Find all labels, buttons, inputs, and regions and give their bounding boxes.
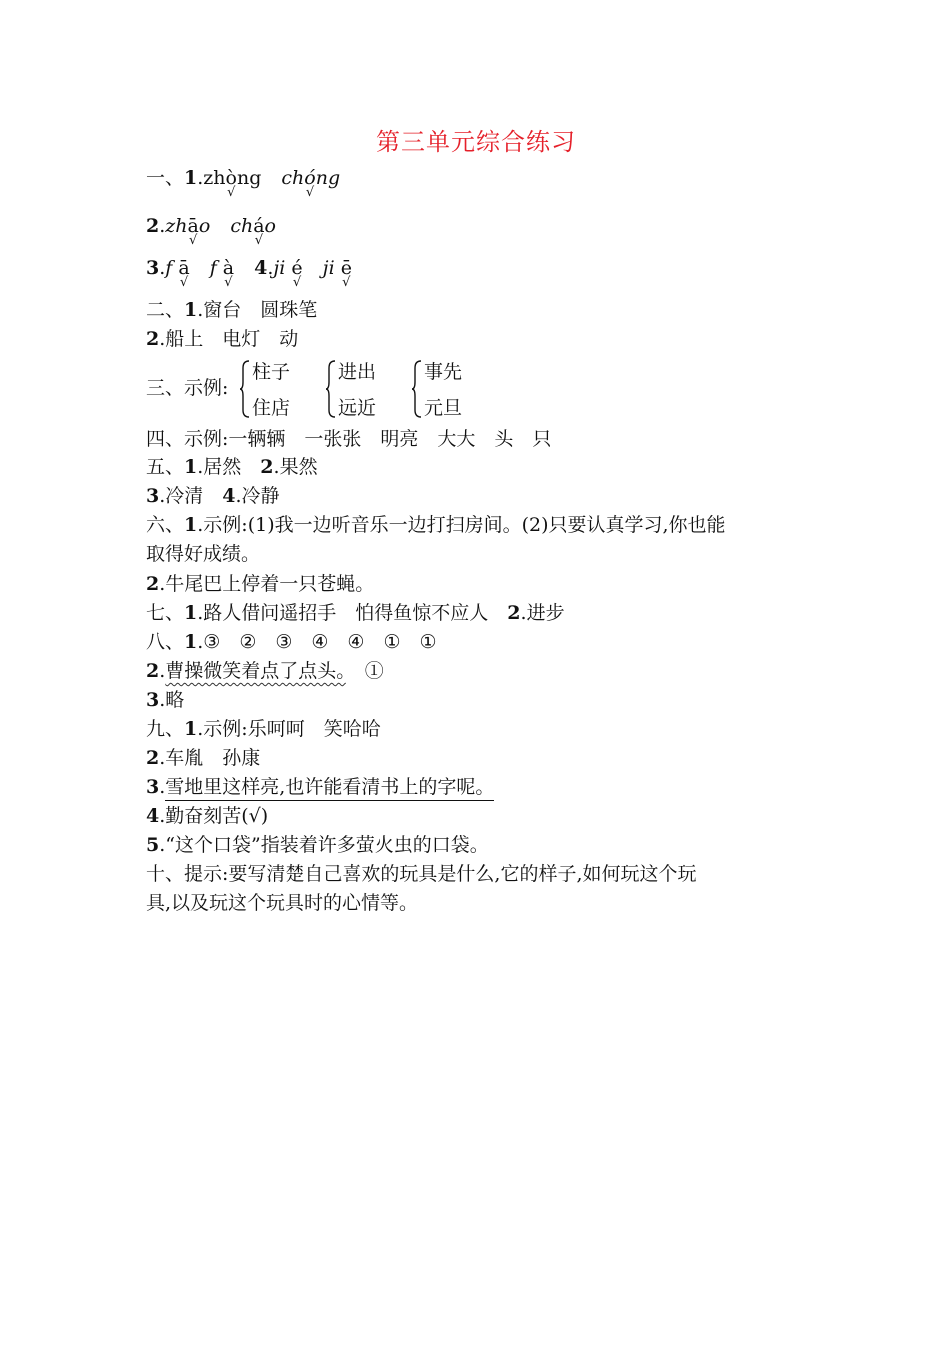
pinyin-line-2: 2.zhā √ o chá √ o bbox=[146, 215, 276, 248]
word-group-3: 事先 元旦 bbox=[412, 360, 502, 420]
check-mark: √ bbox=[189, 233, 198, 248]
section-9-line-5: 5.“这个口袋”指装着许多萤火虫的口袋。 bbox=[146, 834, 489, 856]
check-mark: √ bbox=[179, 275, 189, 290]
check-mark: √ bbox=[224, 275, 233, 290]
section-5-line-2: 3.冷清 4.冷静 bbox=[146, 485, 280, 507]
section-10-line-2: 具,以及玩这个玩具时的心情等。 bbox=[146, 892, 419, 914]
check-mark: √ bbox=[254, 233, 264, 248]
left-brace-icon bbox=[326, 360, 336, 418]
section-6-line-1-cont: 取得好成绩。 bbox=[146, 543, 261, 565]
section-8-line-1: 八、1.③ ② ③ ④ ④ ① ① bbox=[146, 631, 437, 653]
section-7-line: 七、1.路人借问遥招手 怕得鱼惊不应人 2.进步 bbox=[146, 602, 565, 624]
section-2-line-2: 2.船上 电灯 动 bbox=[146, 328, 299, 350]
section-8-line-2: 2.曹操微笑着点了点头。 ① bbox=[146, 660, 384, 682]
section-3-label: 三、示例: bbox=[146, 377, 229, 399]
section-9-line-1: 九、1.示例:乐呵呵 笑哈哈 bbox=[146, 718, 381, 740]
underlined-sentence: 雪地里这样亮,也许能看清书上的字呢。 bbox=[165, 776, 494, 801]
section-9-line-2: 2.车胤 孙康 bbox=[146, 747, 261, 769]
check-mark: √ bbox=[342, 275, 351, 290]
check-mark: √ bbox=[292, 275, 302, 290]
section-4-line: 四、示例:一辆辆 一张张 明亮 大大 头 只 bbox=[146, 428, 552, 450]
word-group-2: 进出 远近 bbox=[326, 360, 416, 420]
pinyin-line-3: 3.f ā √ f à √ 4.ji é √ ji ē √ bbox=[146, 257, 352, 290]
left-brace-icon bbox=[240, 360, 250, 418]
section-5-line-1: 五、1.居然 2.果然 bbox=[146, 456, 318, 478]
section-6-line-2: 2.牛尾巴上停着一只苍蝇。 bbox=[146, 573, 375, 595]
pinyin-line-1: 一、1.zhò √ ng chó √ ng bbox=[146, 167, 341, 200]
section-6-line-1: 六、1.示例:(1)我一边听音乐一边打扫房间。(2)只要认真学习,你也能 bbox=[146, 514, 726, 536]
section-2-line-1: 二、1.窗台 圆珠笔 bbox=[146, 299, 318, 321]
section-9-line-4: 4.勤奋刻苦(√) bbox=[146, 805, 269, 827]
wavy-underlined-sentence: 曹操微笑着点了点头。 bbox=[165, 660, 346, 682]
check-mark: √ bbox=[227, 185, 236, 200]
page-title: 第三单元综合练习 bbox=[376, 128, 576, 156]
section-9-line-3: 3.雪地里这样亮,也许能看清书上的字呢。 bbox=[146, 775, 494, 799]
left-brace-icon bbox=[412, 360, 422, 418]
word-group-1: 柱子 住店 bbox=[240, 360, 330, 420]
section-10-line-1: 十、提示:要写清楚自己喜欢的玩具是什么,它的样子,如何玩这个玩 bbox=[146, 863, 697, 885]
check-mark: √ bbox=[305, 185, 315, 200]
section-8-line-3: 3.略 bbox=[146, 689, 185, 711]
